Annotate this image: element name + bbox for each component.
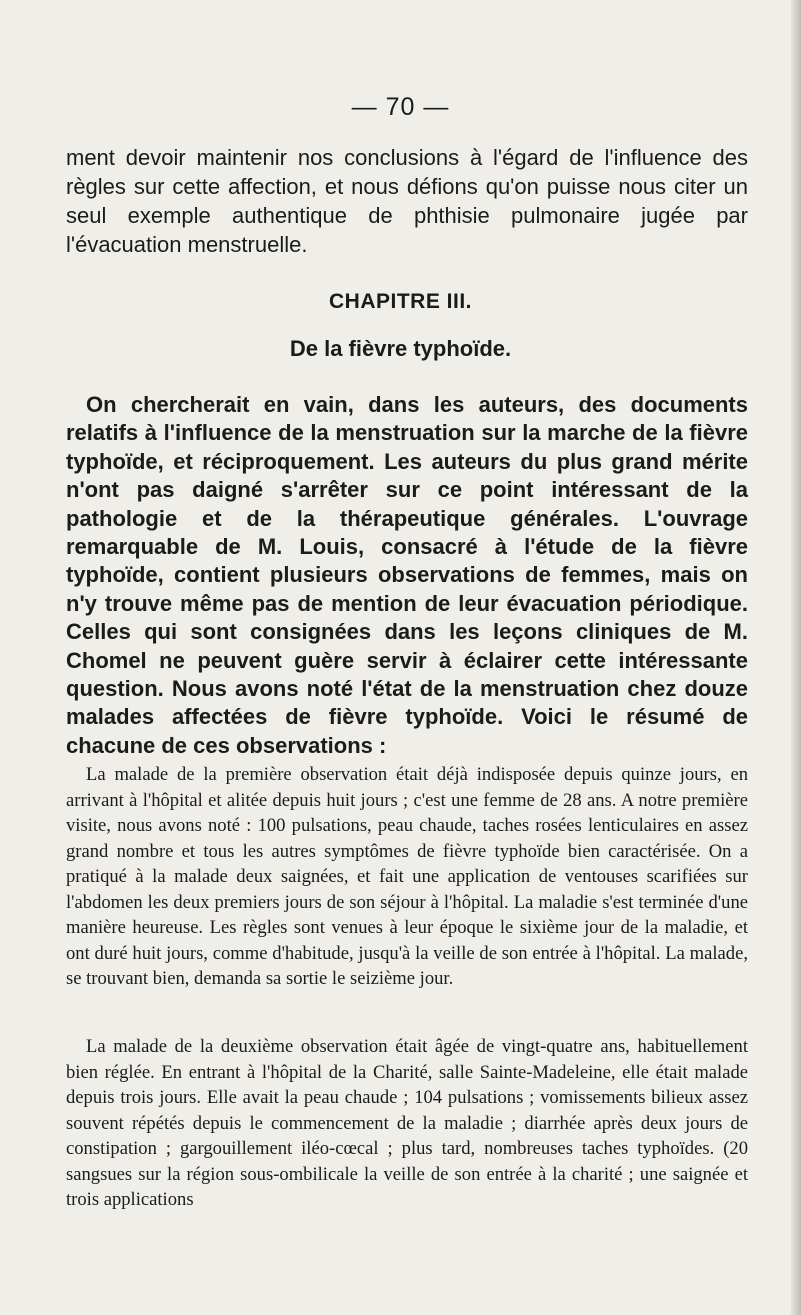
page-edge-shadow — [791, 0, 801, 1315]
main-paragraph: On chercherait en vain, dans les auteurs, des documents relatifs à l'influence de la menstruation sur la marche de la fièvre typhoïde, et réciproquement. Les auteurs du plus grand mérite n'ont pas daigné s'arrêter sur ce point intéressant de la pathologie et de la thérapeutique générales. L'ouvrage remarquable de M. Louis, consacré à l'étude de la fièvre typhoïde, contient plusieurs observations de femmes, mais on n'y trouve même pas de mention de leur évacuation périodique. Celles qui sont consignées dans les leçons cliniques de M. Chomel ne peuvent guère servir à éclairer cette intéressante question. Nous avons noté l'état de la menstruation chez douze malades affectées de fièvre typhoïde. Voici le résumé de chacune de ces observations : — [66, 392, 748, 758]
page-number: — 70 — — [351, 93, 450, 121]
observation-paragraph-2: La malade de la deuxième observation était âgée de vingt-quatre ans, habituellement bien réglée. En entrant à l'hôpital de la Charité, salle Sainte-Madeleine, elle était malade depuis trois jours. Elle avait la peau chaude ; 104 pulsations ; vomissements bilieux assez souvent répétés depuis le commencement de la maladie ; diarrhée après deux jours de constipation ; gargouillement iléo-cœcal ; plus tard, nombreuses taches typhoïdes. (20 sangsues sur la région sous-ombilicale la veille de son entrée à la charité ; une saignée et trois applications — [66, 1036, 748, 1210]
section-title: De la fièvre typhoïde. — [289, 336, 512, 361]
chapter-title: CHAPITRE III. — [328, 290, 472, 313]
observation-paragraph-1: La malade de la première observation était déjà indisposée depuis quinze jours, en arrivant à l'hôpital et alitée depuis huit jours ; c'est une femme de 28 ans. A notre première visite, nous avons noté : 100 pulsations, peau chaude, taches rosées lenticulaires en assez grand nombre et tous les autres symptômes de fièvre typhoïde bien caractérisée. On a pratiqué à la malade deux saignées, et fait une application de ventouses scarifiées sur l'abdomen les deux premiers jours de son séjour à l'hôpital. La maladie s'est terminée d'une manière heureuse. Les règles sont venues à leur époque le sixième jour de la maladie, et ont duré huit jours, comme d'habitude, jusqu'à la veille de son entrée à l'hôpital. La malade, se trouvant bien, demanda sa sortie le seizième jour. — [66, 764, 748, 989]
intro-paragraph: ment devoir maintenir nos conclusions à l'égard de l'influence des règles sur cette affection, et nous défions qu'on puisse nous citer un seul exemple authentique de phthisie pulmonaire jugée par l'évacuation menstruelle. — [66, 145, 748, 257]
